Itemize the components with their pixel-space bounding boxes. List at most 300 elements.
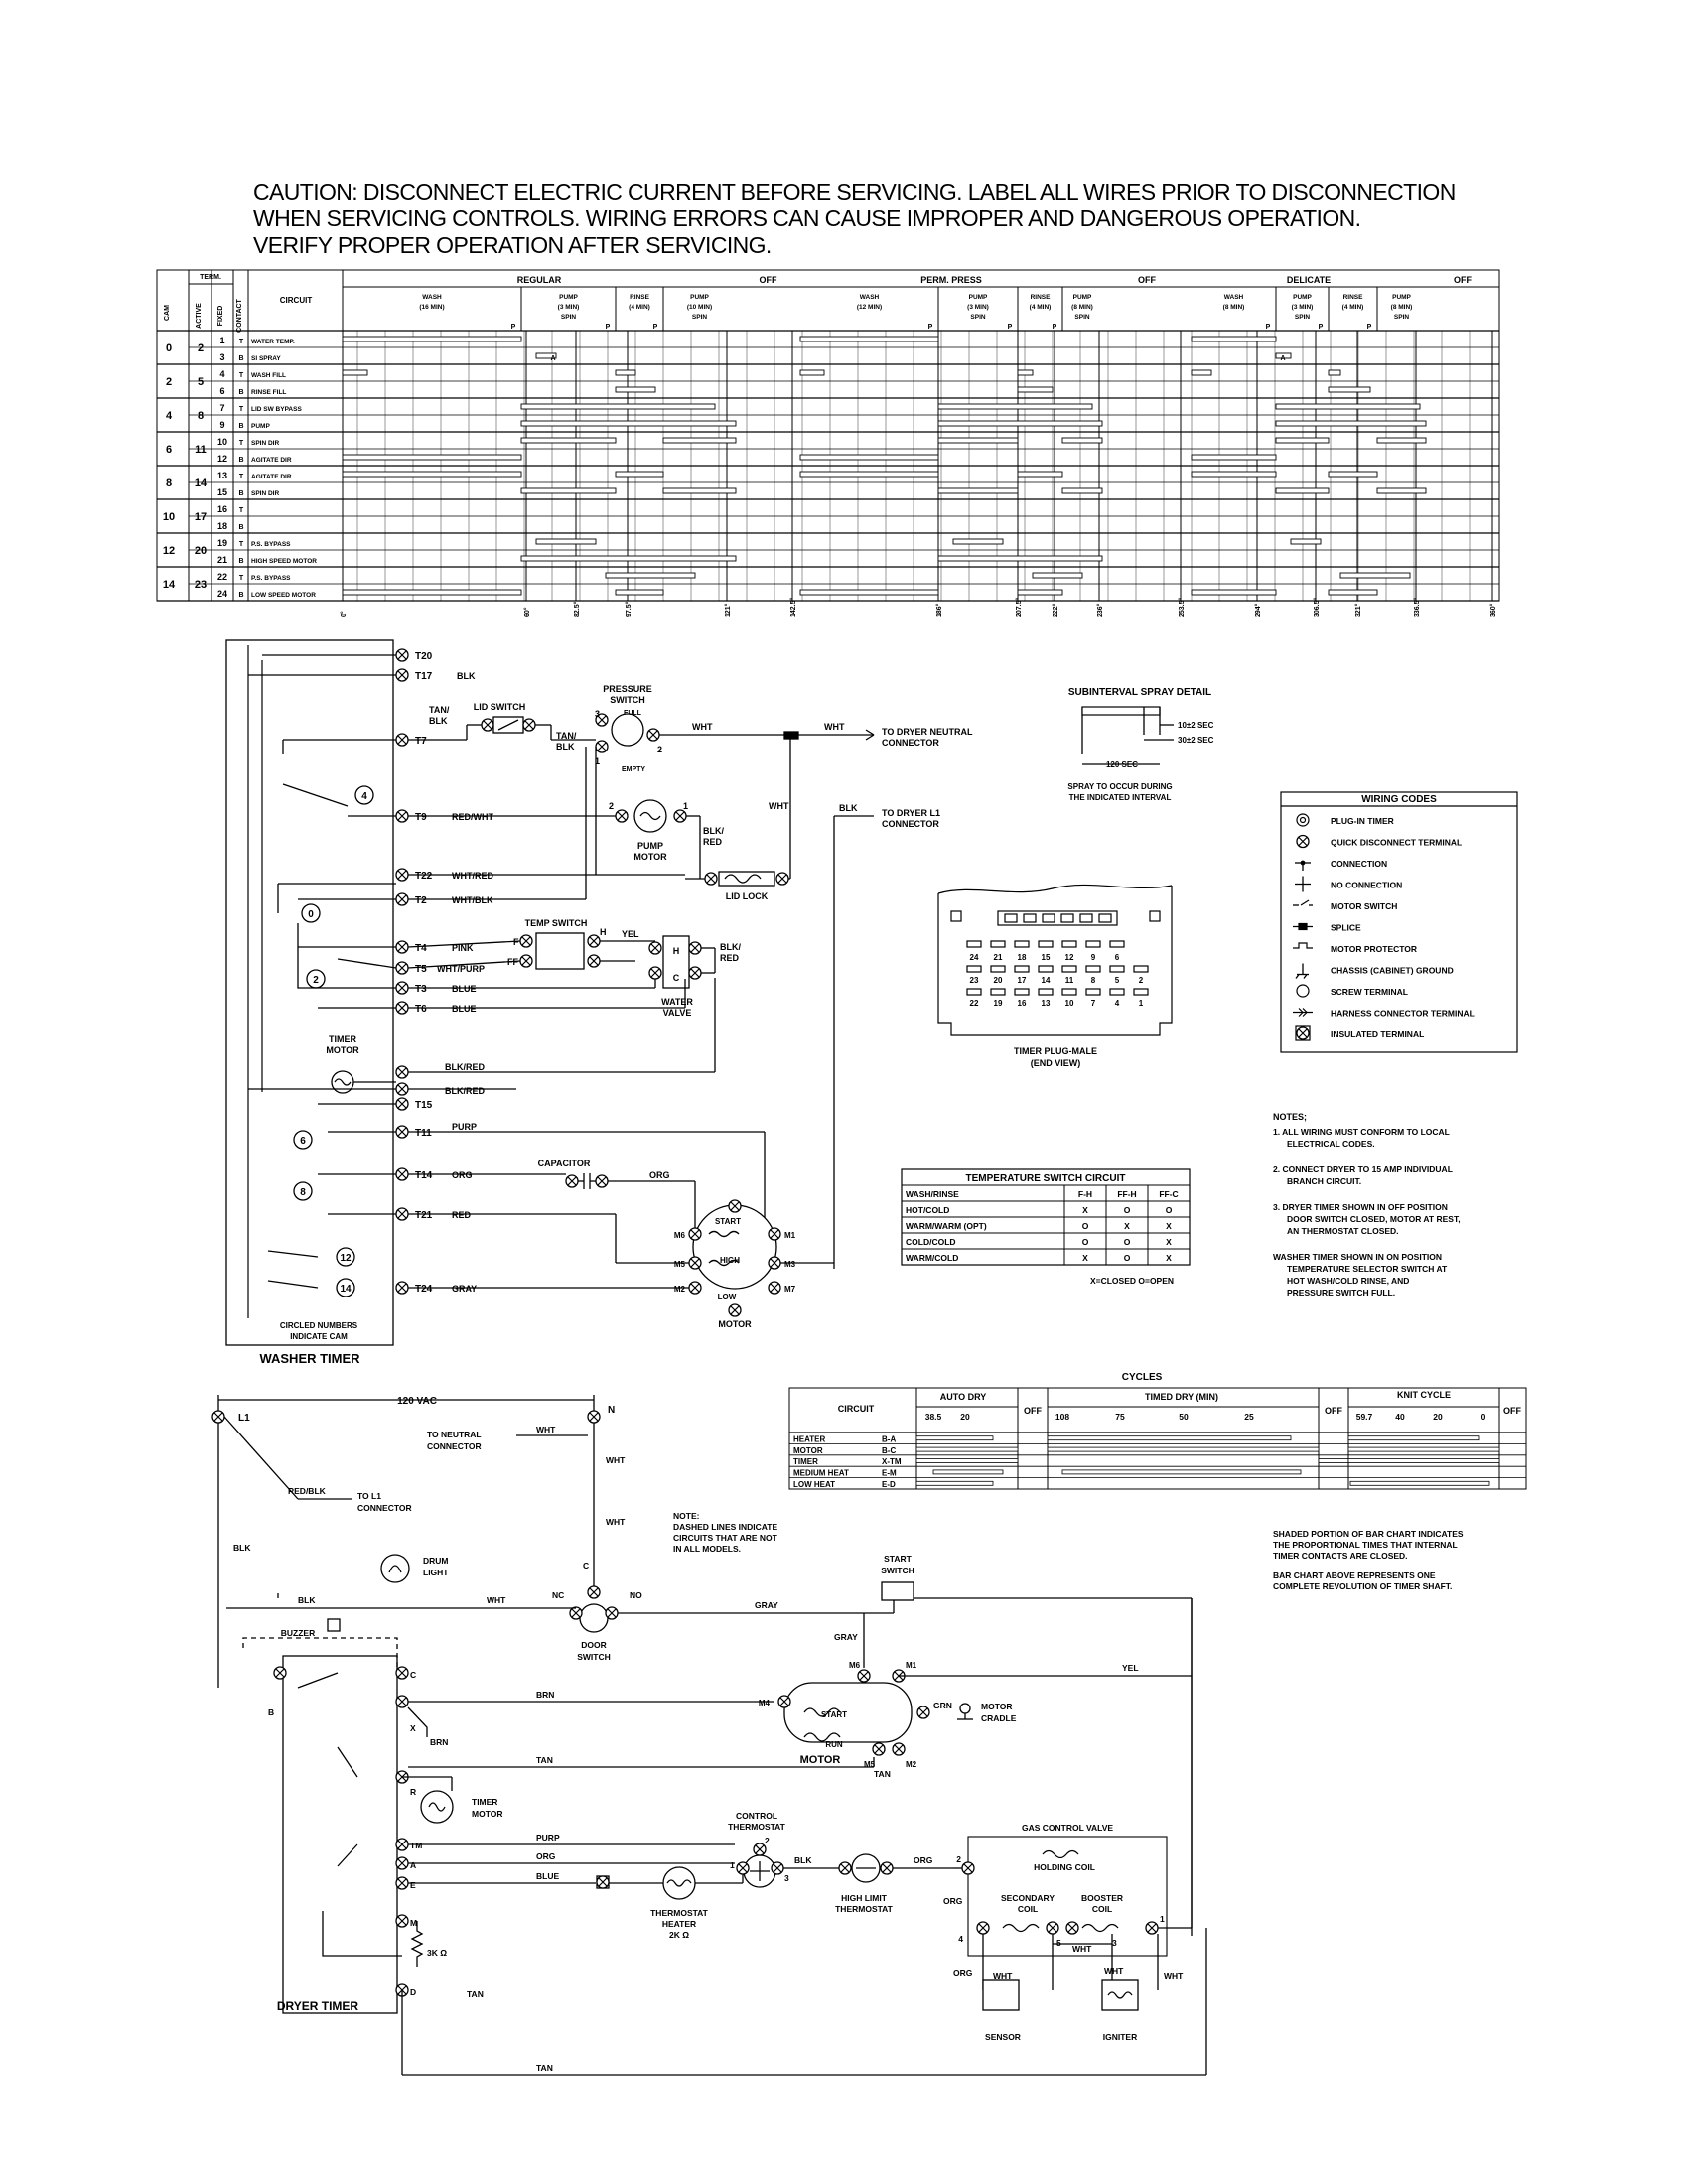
timer-terminal-label: B (268, 1707, 275, 1717)
wiring-code-item: CHASSIS (CABINET) GROUND (1331, 965, 1454, 976)
pin-number: 4 (1114, 999, 1120, 1008)
dashed-lines-note: IN ALL MODELS. (673, 1544, 741, 1554)
terminal-number: 1 (1160, 1914, 1165, 1924)
circuit-name: RINSE FILL (251, 389, 287, 396)
door-no-label: NO (630, 1590, 642, 1600)
fixed-terminal: 6 (219, 386, 225, 396)
temp-terminal: F (513, 937, 519, 947)
quick-disconnect-terminal-icon (396, 1915, 408, 1927)
vac-label: 120 VAC (397, 1396, 437, 1407)
plug-key-slot (1005, 914, 1017, 922)
segment-label: RINSE (1030, 294, 1051, 301)
switch-closed-bar (1276, 404, 1420, 409)
segment-label: (3 MIN) (967, 304, 989, 311)
segment-label: PUMP (968, 294, 988, 301)
door-nc-label: NC (552, 1590, 565, 1600)
switch-closed-bar (800, 590, 938, 595)
switch-closed-bar (1329, 387, 1370, 392)
degree-label: 306.5° (1314, 597, 1321, 617)
segment-label: PUMP (690, 294, 709, 301)
dashed-lines-note: NOTE: (673, 1511, 700, 1521)
dryer-timer-box (283, 1656, 397, 2013)
igniter-label: IGNITER (1102, 2032, 1138, 2042)
pin-number: 18 (1017, 953, 1027, 962)
cam-number: 14 (340, 1284, 352, 1295)
active-terminal: 20 (194, 545, 208, 557)
note-line: AN THERMOSTAT CLOSED. (1287, 1226, 1399, 1236)
segment-label: (4 MIN) (629, 304, 650, 311)
pump-mark: P (1318, 324, 1324, 331)
header-active: ACTIVE (196, 303, 203, 329)
wire-label: BLK/RED (445, 1062, 485, 1072)
contact-code: T (238, 372, 244, 379)
drum-light-icon (381, 1555, 409, 1582)
lid-switch-label: LID SWITCH (473, 702, 526, 712)
contact-code: T (238, 541, 244, 548)
subinterval-spray-detail (1067, 687, 1213, 802)
quick-disconnect-terminal-icon (606, 1607, 618, 1619)
fixed-terminal: 15 (216, 487, 228, 497)
wiring-codes-legend (1281, 792, 1517, 1052)
plug-hole (951, 911, 961, 921)
timed-dry-label: TIMED DRY (MIN) (1145, 1392, 1218, 1402)
timer-motor-label: MOTOR (326, 1045, 359, 1055)
plug-pin (1086, 989, 1100, 995)
degree-label: 294° (1255, 603, 1262, 617)
connection-icon (1301, 861, 1305, 865)
pump-mark: P (605, 324, 611, 331)
holding-coil-label: HOLDING COIL (1034, 1862, 1095, 1872)
booster-coil-label: BOOSTER (1080, 1893, 1124, 1903)
timer-terminal-icon (396, 1126, 408, 1138)
header-contact: CONTACT (236, 299, 243, 333)
splice-icon (784, 732, 798, 739)
pin-number: 8 (1090, 976, 1096, 985)
terminal-number: 2 (765, 1836, 770, 1845)
pump-mark: P (1366, 324, 1372, 331)
wire-label: ORG (649, 1170, 670, 1180)
timer-sequence-chart (157, 270, 1499, 617)
secondary-coil-icon (1003, 1925, 1039, 1932)
plug-pin (1015, 989, 1029, 995)
note-line: ELECTRICAL CODES. (1287, 1139, 1375, 1149)
sensor-label: SENSOR (985, 2032, 1021, 2042)
pin-number: 6 (1114, 953, 1120, 962)
wire-label: WHT (1164, 1971, 1184, 1980)
segment-label: SPIN (691, 314, 708, 321)
quick-disconnect-terminal-icon (689, 1282, 701, 1294)
pin-number: 12 (1064, 953, 1074, 962)
header-term: TERM. (200, 274, 221, 281)
quick-disconnect-terminal-icon (769, 1228, 780, 1240)
temp-table-cell: O (1081, 1221, 1089, 1231)
wire-label: WHT/BLK (452, 895, 493, 905)
segment-label: WASH (1223, 294, 1244, 301)
plug-in-timer-icon (1301, 818, 1306, 823)
motor-terminal: M2 (673, 1285, 685, 1294)
active-terminal: 23 (194, 579, 208, 591)
segment-label: SPIN (1074, 314, 1090, 321)
spray-mark: A (1280, 355, 1286, 362)
dashed-lines-note: CIRCUITS THAT ARE NOT (673, 1533, 777, 1543)
degree-label: 253.5° (1179, 597, 1186, 617)
terminal-label: T22 (415, 871, 433, 882)
wire-label: BLUE (452, 1004, 477, 1014)
circuit-name: AGITATE DIR (251, 457, 292, 464)
cycle-label: OFF (759, 275, 777, 285)
note-line: HOT WASH/COLD RINSE, AND (1287, 1276, 1410, 1286)
plug-title: TIMER PLUG-MALE (1014, 1046, 1097, 1056)
cam-number: 8 (300, 1187, 306, 1198)
quick-disconnect-terminal-icon (597, 1876, 609, 1888)
spray-time-3: 120 SEC (1105, 760, 1139, 769)
contact-code: B (238, 423, 244, 430)
degree-label: 97.5° (626, 601, 633, 617)
spray-mark: A (550, 355, 556, 362)
terminal-label: T11 (415, 1128, 432, 1139)
note-line: DOOR SWITCH CLOSED, MOTOR AT REST, (1287, 1214, 1461, 1224)
contact-code: T (238, 575, 244, 582)
wire-label: BLK (839, 803, 858, 813)
terminal-label: T3 (415, 984, 427, 995)
to-l1-connector-label: CONNECTOR (357, 1503, 412, 1513)
quick-disconnect-terminal-icon (769, 1257, 780, 1269)
quick-disconnect-terminal-icon (520, 935, 532, 947)
wire-label: TAN (874, 1769, 891, 1779)
control-thermostat-label: CONTROL (735, 1811, 778, 1821)
to-dryer-l1-label: CONNECTOR (882, 819, 939, 829)
contact-code: T (238, 406, 244, 413)
quick-disconnect-terminal-icon (647, 729, 659, 741)
fixed-terminal: 21 (216, 555, 228, 565)
note-line: 1. ALL WIRING MUST CONFORM TO LOCAL (1273, 1127, 1450, 1137)
quick-disconnect-terminal-icon (1047, 1922, 1058, 1934)
knit-tick: 20 (1433, 1412, 1443, 1422)
pin-number: 11 (1064, 976, 1074, 985)
wire-label: GRAY (452, 1284, 478, 1294)
circuit-name: SI SPRAY (251, 355, 281, 362)
temp-terminal: FF (507, 957, 518, 967)
washer-timer-box (226, 640, 393, 1345)
switch-closed-bar (663, 488, 736, 493)
switch-closed-bar (938, 488, 1018, 493)
wire-label: WHT (692, 722, 713, 732)
buzzer-label: BUZZER (280, 1628, 316, 1638)
plug-key-slot (1024, 914, 1036, 922)
segment-label: WASH (422, 294, 442, 301)
contact-bar (916, 1447, 1018, 1451)
pin-number: 22 (969, 999, 979, 1008)
circuit-name: P.S. BYPASS (251, 541, 291, 548)
timer-terminal-icon (396, 1002, 408, 1014)
segment-label: SPIN (560, 314, 577, 321)
wire-label: WHT (1072, 1944, 1092, 1954)
quick-disconnect-terminal-icon (396, 1696, 408, 1707)
circuit-name: HIGH SPEED MOTOR (251, 558, 317, 565)
wire-label: BLUE (452, 984, 477, 994)
pin-number: 15 (1041, 953, 1051, 962)
circuit-name: WATER TEMP. (251, 339, 295, 345)
switch-closed-bar (938, 404, 1092, 409)
pressure-switch-label: SWITCH (610, 695, 645, 705)
auto-dry-label: AUTO DRY (939, 1392, 987, 1402)
circuit-name: P.S. BYPASS (251, 575, 291, 582)
wire-label: PINK (452, 943, 474, 953)
notes-title: NOTES; (1273, 1112, 1308, 1122)
wire-label: PURP (452, 1122, 478, 1132)
fixed-terminal: 12 (216, 454, 228, 464)
plug-pin (1086, 966, 1100, 972)
motor-terminal: M5 (673, 1260, 685, 1269)
segment-label: PUMP (1392, 294, 1411, 301)
start-switch-label: START (884, 1554, 912, 1564)
terminal-number: 4 (958, 1934, 963, 1944)
start-winding-label: START (820, 1710, 848, 1719)
circuit-name: SPIN DIR (251, 440, 280, 447)
note-line: 3. DRYER TIMER SHOWN IN OFF POSITION (1273, 1202, 1448, 1212)
temp-table-cell: X (1166, 1253, 1172, 1263)
switch-closed-bar (1062, 488, 1102, 493)
to-neutral-connector-label: TO NEUTRAL (427, 1430, 482, 1439)
quick-disconnect-terminal-icon (737, 1862, 749, 1874)
wire-label: BRN (430, 1737, 449, 1747)
plug-pin (1015, 966, 1029, 972)
timer-terminal-label: TM (410, 1841, 423, 1850)
wire-label: RED/WHT (452, 812, 493, 822)
switch-closed-bar (616, 370, 635, 375)
cam-number: 0 (165, 342, 173, 354)
pump-motor-label: MOTOR (633, 852, 667, 862)
wire-label: ORG (452, 1170, 473, 1180)
switch-closed-bar (663, 438, 736, 443)
drum-light-label: DRUM (423, 1556, 449, 1566)
cycles-note-1: TIMER CONTACTS ARE CLOSED. (1273, 1551, 1408, 1561)
secondary-coil-label: COIL (1017, 1904, 1039, 1914)
pin-number: 16 (1017, 999, 1027, 1008)
terminal-number: 2 (956, 1854, 961, 1864)
high-winding-label: HIGH (720, 1256, 740, 1265)
motor-terminal: M4 (758, 1699, 770, 1707)
cam-number: 10 (162, 511, 176, 523)
quick-disconnect-terminal-icon (588, 1586, 600, 1598)
wire-label: RED (703, 837, 723, 847)
segment-label: RINSE (1342, 294, 1363, 301)
cam-number: 2 (165, 376, 173, 388)
quick-disconnect-terminal-icon (705, 873, 717, 885)
cam-number: 12 (340, 1253, 352, 1264)
switch-closed-bar (1340, 573, 1410, 578)
segment-label: PUMP (559, 294, 578, 301)
quick-disconnect-terminal-icon (588, 955, 600, 967)
timer-terminal-label: C (410, 1670, 417, 1680)
auto-tick: 38.5 (924, 1412, 942, 1422)
contact-bar (1348, 1459, 1499, 1463)
full-label: FULL (624, 710, 641, 717)
wire (866, 730, 874, 735)
circuit-name: PUMP (251, 423, 270, 430)
switch-closed-bar (1377, 488, 1426, 493)
plug-pin (1110, 989, 1124, 995)
pump-mark: P (1265, 324, 1271, 331)
plug-pin (1134, 966, 1148, 972)
temp-table-cell: O (1081, 1237, 1089, 1247)
wire-label: WHT (606, 1517, 626, 1527)
wire-label: BRN (536, 1690, 555, 1700)
switch-closed-bar (953, 539, 1003, 544)
temp-table-cell: X (1166, 1237, 1172, 1247)
note-line: 2. CONNECT DRYER TO 15 AMP INDIVIDUAL (1273, 1164, 1453, 1174)
cycles-title: CYCLES (1121, 1372, 1163, 1383)
plug-pin (1110, 941, 1124, 947)
plug-key-slot (1080, 914, 1092, 922)
degree-label: 142.5° (790, 597, 797, 617)
wire-label: BLK/ (720, 942, 741, 952)
wiring-code-item: QUICK DISCONNECT TERMINAL (1331, 837, 1463, 848)
terminal-number: 1 (683, 801, 689, 811)
terminal-number: 2 (657, 745, 663, 754)
quick-disconnect-terminal-icon (649, 942, 661, 954)
dashed-circuit (243, 1638, 397, 1678)
degree-label: 222° (1053, 603, 1059, 617)
quick-disconnect-terminal-icon (396, 1839, 408, 1850)
contact-bar (1319, 1459, 1348, 1463)
fixed-terminal: 1 (219, 336, 225, 345)
wiring-code-item: HARNESS CONNECTOR TERMINAL (1331, 1008, 1475, 1019)
quick-disconnect-terminal-icon (588, 935, 600, 947)
switch-closed-bar (536, 539, 596, 544)
wire (323, 1911, 402, 1956)
timer-terminal-label: M (410, 1918, 418, 1928)
pin-number: 10 (1064, 999, 1074, 1008)
motor-terminal: M7 (784, 1285, 796, 1294)
terminal-number: 3 (595, 709, 601, 719)
segment-label: SPIN (970, 314, 986, 321)
switch-closed-bar (1276, 421, 1426, 426)
wire-label: TAN (536, 2063, 553, 2073)
degree-label: 60° (524, 607, 531, 617)
cam-number: 12 (162, 545, 176, 557)
timed-tick: 75 (1115, 1412, 1125, 1422)
motor-terminal: M6 (849, 1661, 861, 1670)
fixed-terminal: 10 (216, 437, 228, 447)
temp-switch-icon (536, 933, 584, 969)
switch-closed-bar (1329, 472, 1377, 477)
timer-motor-label: MOTOR (472, 1809, 503, 1819)
quick-disconnect-icon (1297, 836, 1309, 848)
timer-terminal-icon (396, 810, 408, 822)
motor-cradle-label: MOTOR (981, 1702, 1013, 1711)
water-valve-label: WATER (661, 997, 693, 1007)
cycles-row-name: LOW HEAT (793, 1480, 836, 1489)
thermostat-heater-label: 2K Ω (668, 1930, 690, 1940)
plug-pin (1062, 989, 1076, 995)
circuit-name: LID SW BYPASS (251, 406, 302, 413)
switch-closed-bar (521, 556, 736, 561)
terminal-number: 1 (730, 1860, 735, 1870)
plug-pin (1039, 941, 1053, 947)
quick-disconnect-terminal-icon (396, 1667, 408, 1679)
degree-label: 336.5° (1414, 597, 1421, 617)
water-valve-label: VALVE (662, 1008, 692, 1018)
switch-closed-bar (616, 387, 655, 392)
spray-bar (1082, 707, 1160, 715)
switch-closed-bar (1018, 590, 1062, 595)
caution-line-3: VERIFY PROPER OPERATION AFTER SERVICING. (253, 232, 772, 258)
plug-pin (967, 966, 981, 972)
switch-closed-bar (343, 590, 521, 595)
pin-number: 17 (1017, 976, 1027, 985)
contact-bar (1062, 1470, 1301, 1474)
active-terminal: 2 (197, 342, 205, 354)
segment-label: (3 MIN) (1291, 304, 1314, 311)
pin-number: 20 (993, 976, 1003, 985)
terminal-label: T2 (415, 895, 427, 906)
wiring-code-item: CONNECTION (1331, 859, 1388, 869)
terminal-label: T14 (415, 1170, 433, 1181)
quick-disconnect-terminal-icon (772, 1862, 783, 1874)
wire-label: RED/BLK (288, 1486, 326, 1496)
segment-label: (4 MIN) (1341, 304, 1364, 311)
switch-contact (338, 1844, 357, 1866)
cam-number: 0 (308, 909, 314, 920)
cycle-label: DELICATE (1286, 275, 1332, 285)
wire-label: RED (720, 953, 740, 963)
segment-label: (8 MIN) (1390, 304, 1413, 311)
degree-label: 360° (1490, 603, 1497, 617)
quick-disconnect-terminal-icon (881, 1862, 893, 1874)
cycle-label: OFF (1138, 275, 1156, 285)
fixed-terminal: 7 (219, 403, 225, 413)
cycles-row-name: MOTOR (793, 1445, 823, 1455)
wiring-code-item: PLUG-IN TIMER (1331, 816, 1394, 826)
circuit-name: AGITATE DIR (251, 474, 292, 480)
plug-title: (END VIEW) (1030, 1058, 1081, 1068)
timed-tick: 50 (1179, 1412, 1189, 1422)
wire-label: TAN (467, 1989, 484, 1999)
contact-code: B (238, 355, 244, 362)
quick-disconnect-terminal-icon (962, 1862, 974, 1874)
spray-note: THE INDICATED INTERVAL (1068, 793, 1172, 802)
timer-terminal-icon (396, 1083, 408, 1095)
timer-terminal-label: D (410, 1987, 417, 1997)
segment-label: SPIN (1393, 314, 1410, 321)
start-switch-icon (882, 1582, 914, 1600)
switch-closed-bar (1062, 438, 1102, 443)
timer-terminal-icon (396, 734, 408, 746)
wire-label: PURP (536, 1833, 560, 1843)
wire-label: YEL (622, 929, 639, 939)
terminal-number: 5 (1056, 1938, 1061, 1948)
contact-code: T (238, 507, 244, 514)
capacitor-label: CAPACITOR (537, 1159, 591, 1168)
timer-terminal-icon (396, 982, 408, 994)
temp-table-cell: O (1165, 1205, 1173, 1215)
control-thermostat-label: THERMOSTAT (728, 1822, 785, 1832)
motor-cradle-label: CRADLE (981, 1713, 1017, 1723)
cycles-row-contact: E-M (882, 1468, 897, 1478)
to-neutral-connector-label: CONNECTOR (427, 1441, 482, 1451)
quick-disconnect-terminal-icon (839, 1862, 851, 1874)
valve-terminal: H (672, 946, 680, 956)
wire-label: BLK (457, 671, 476, 681)
to-dryer-neutral-label: TO DRYER NEUTRAL (882, 727, 973, 737)
timer-plug-diagram (938, 885, 1172, 1068)
fixed-terminal: 22 (216, 572, 228, 582)
quick-disconnect-terminal-icon (396, 1857, 408, 1869)
pin-number: 14 (1041, 976, 1051, 985)
motor-terminal: M3 (784, 1260, 796, 1269)
quick-disconnect-terminal-icon (570, 1607, 582, 1619)
